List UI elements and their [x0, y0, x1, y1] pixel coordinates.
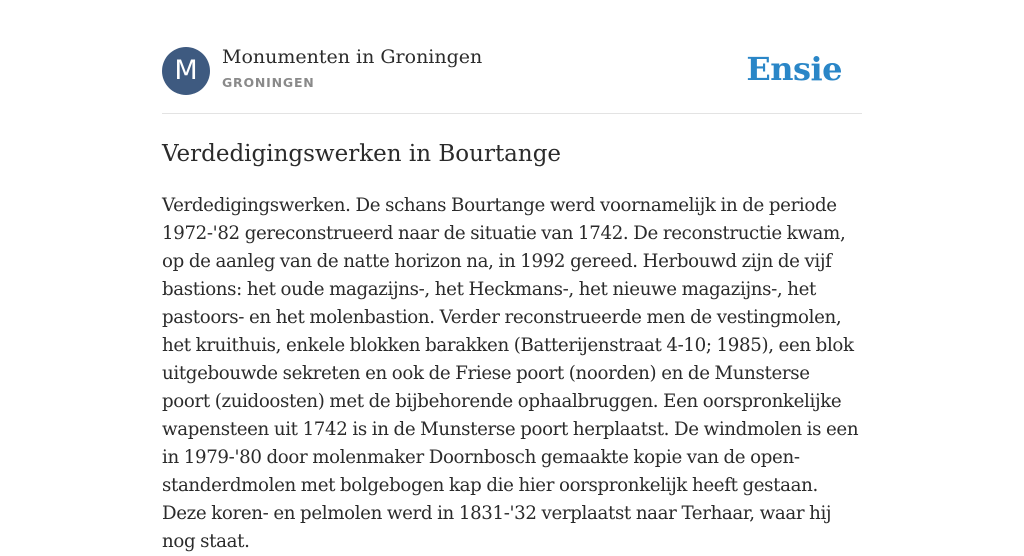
- article-card: [162, 0, 862, 556]
- source-subtitle: GRONINGEN: [222, 75, 315, 90]
- card-header: [162, 0, 862, 114]
- article-title: Verdedigingswerken in Bourtange: [162, 141, 562, 167]
- article-body: Verdedigingswerken. De schans Bourtange werd voornamelijk in de periode 1972-'82 gereconstrueerd naar de situatie van 1742. De reconstructie kwam, op de aanleg van de natte horizon na, in 1992 gereed. Herbouwd zijn de vijf bastions: het oude magazijns-, het Heckmans-, het nieuwe magazijns-, het pastoors- en het molenbastion. Verder reconstrueerde men de vestingmolen, het kruithuis, enkele blokken barakken (Batterijenstraat 4-10; 1985), een blok uitgebouwde sekreten en ook de Friese poort (noorden) en de Munsterse poort (zuidoosten) met de bijbehorende ophaalbruggen. Een oorspronkelijke wapensteen uit 1742 is in de Munsterse poort herplaatst. De windmolen is een in 1979-'80 door molenmaker Doornbosch gemaakte kopie van de open-standerdmolen met bolgebogen kap die hier oorspronkelijk heeft gestaan. Deze koren- en pelmolen werd in 1831-'32 verplaatst naar Terhaar, waar hij nog staat.: [162, 195, 859, 552]
- source-avatar[interactable]: M: [162, 47, 210, 95]
- ensie-logo[interactable]: Ensie: [746, 50, 842, 88]
- source-title[interactable]: Monumenten in Groningen: [222, 46, 483, 68]
